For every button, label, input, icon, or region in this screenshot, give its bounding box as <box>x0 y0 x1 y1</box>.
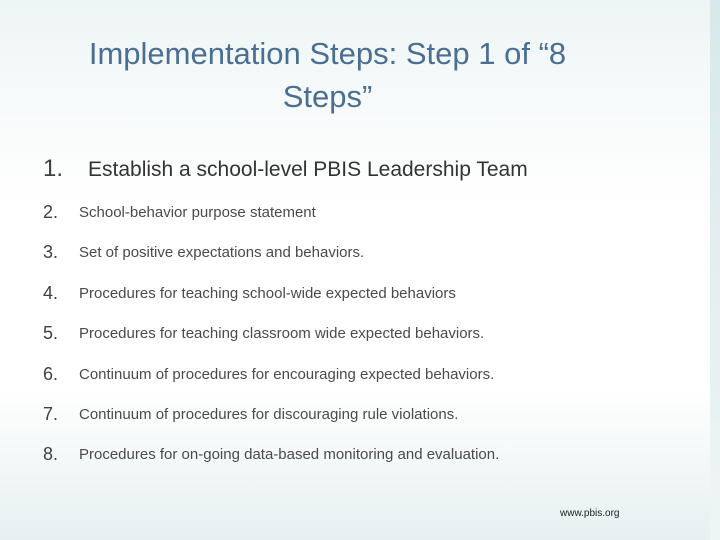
step-number: 8. <box>43 444 59 464</box>
step-text: Procedures for on-going data-based monitoring and evaluation. <box>79 446 500 463</box>
step-text: Procedures for teaching classroom wide expected behaviors. <box>79 325 485 342</box>
step-text: School-behavior purpose statement <box>79 204 316 221</box>
slide-title: Implementation Steps: Step 1 of “8 Steps” <box>88 36 567 114</box>
slide-edge-band <box>710 0 720 540</box>
step-number: 3. <box>43 242 59 262</box>
step-text: Set of positive expectations and behaviors. <box>79 244 365 261</box>
step-text: Establish a school-level PBIS Leadership Team <box>88 158 528 181</box>
step-text: Continuum of procedures for discouraging rule violations. <box>79 406 459 423</box>
footer-url: www.pbis.org <box>560 508 620 519</box>
step-number: 2. <box>43 202 59 222</box>
step-number: 4. <box>43 283 59 303</box>
step-text: Continuum of procedures for encouraging expected behaviors. <box>79 366 495 383</box>
step-number: 1. <box>43 155 64 182</box>
step-text: Procedures for teaching school-wide expected behaviors <box>79 285 456 302</box>
step-number: 5. <box>43 323 59 343</box>
step-number: 7. <box>43 404 59 424</box>
step-number: 6. <box>43 364 59 384</box>
